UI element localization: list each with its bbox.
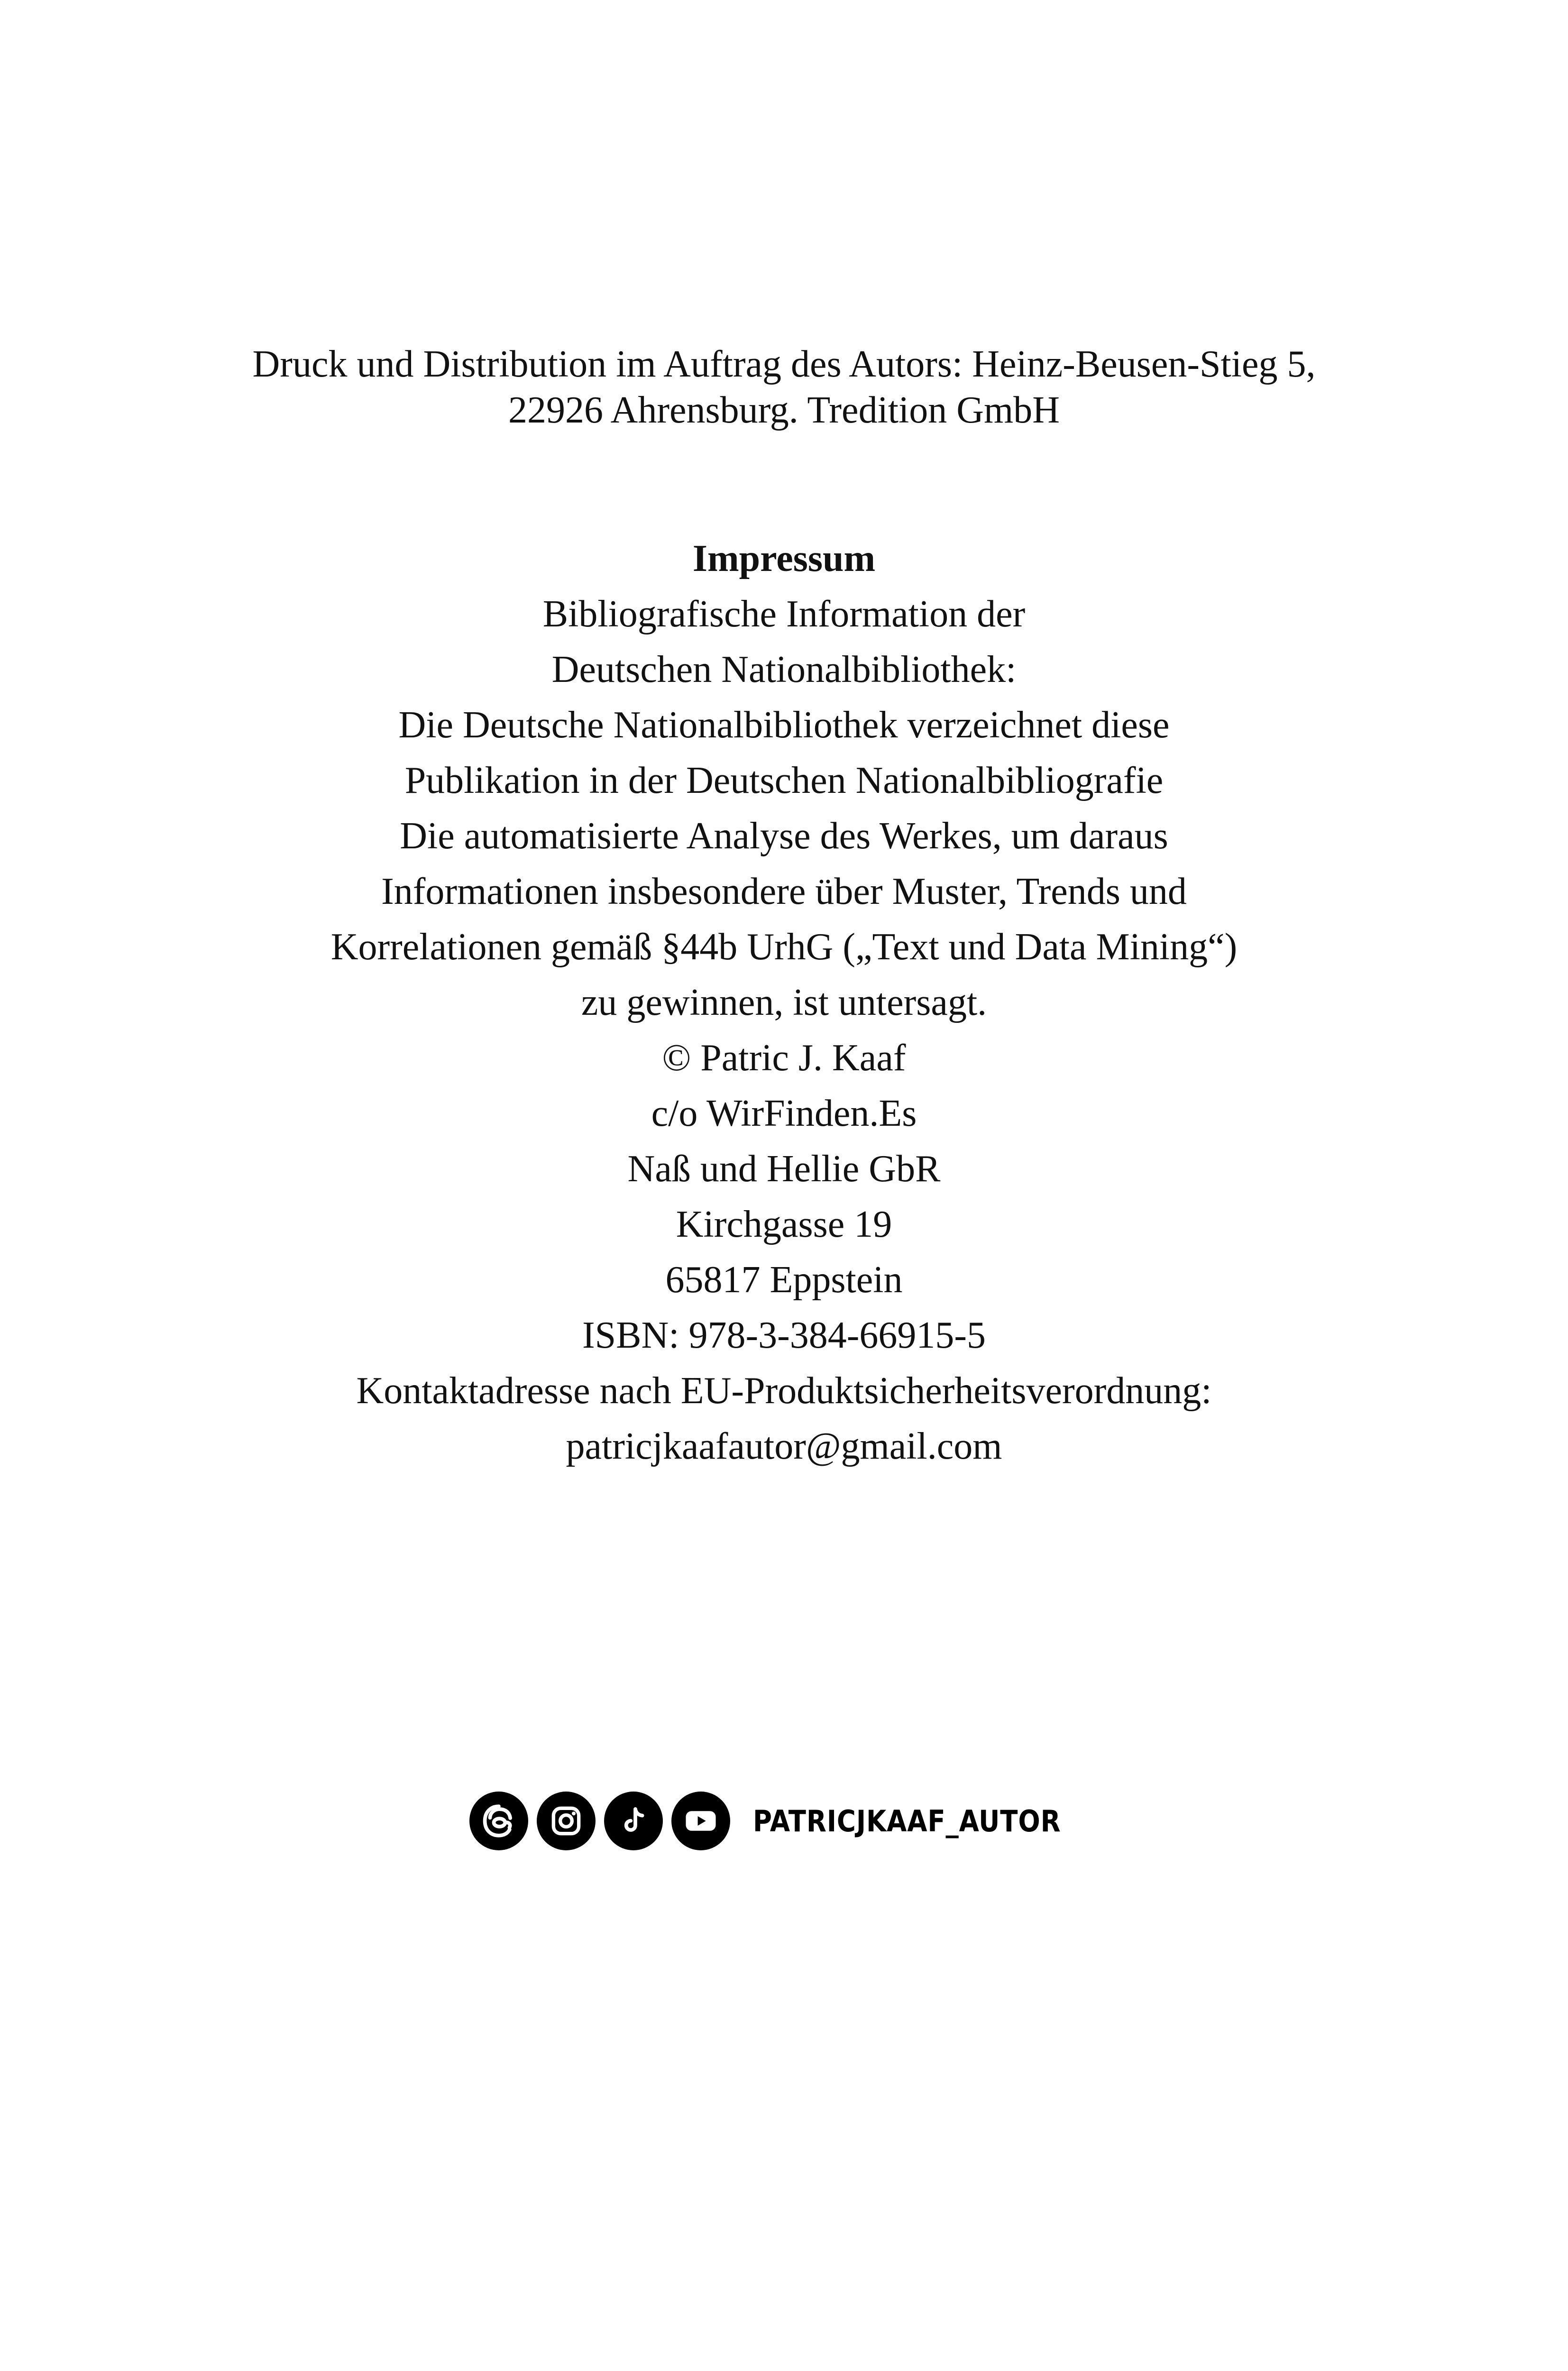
impressum-block <box>0 531 1568 1474</box>
threads-icon[interactable] <box>469 1792 528 1850</box>
impressum-line: Informationen insbesondere über Muster, Trends und <box>381 871 1187 912</box>
impressum-line: Die automatisierte Analyse des Werkes, um daraus <box>400 815 1168 857</box>
impressum-line: zu gewinnen, ist untersagt. <box>581 982 987 1023</box>
address-line: c/o WirFinden.Es <box>651 1093 917 1134</box>
contact-label: Kontaktadresse nach EU-Produktsicherheitsverordnung: <box>356 1370 1212 1412</box>
tiktok-icon[interactable] <box>604 1792 663 1850</box>
address-line: Kirchgasse 19 <box>676 1204 892 1245</box>
social-handle[interactable]: PATRICJKAAF_AUTOR <box>753 1803 1061 1838</box>
impressum-heading: Impressum <box>692 538 876 579</box>
distribution-notice <box>0 341 1568 433</box>
youtube-icon[interactable] <box>671 1792 730 1850</box>
distribution-line-2: 22926 Ahrensburg. Tredition GmbH <box>508 389 1060 431</box>
social-media-bar <box>469 1790 1103 1852</box>
impressum-line: Die Deutsche Nationalbibliothek verzeichnet diese <box>398 704 1170 746</box>
copyright-line: © Patric J. Kaaf <box>662 1037 906 1079</box>
impressum-line: Publikation in der Deutschen Nationalbibliografie <box>404 760 1164 801</box>
impressum-line: Korrelationen gemäß §44b UrhG („Text und Data Mining“) <box>330 926 1238 968</box>
impressum-line: Deutschen Nationalbibliothek: <box>551 649 1017 690</box>
address-line: Naß und Hellie GbR <box>627 1148 941 1190</box>
impressum-line: Bibliografische Information der <box>542 593 1026 635</box>
instagram-icon[interactable] <box>537 1792 596 1850</box>
distribution-line-1: Druck und Distribution im Auftrag des Autors: Heinz-Beusen-Stieg 5, <box>252 343 1316 385</box>
isbn-line: ISBN: 978-3-384-66915-5 <box>582 1314 986 1356</box>
contact-email: patricjkaafautor@gmail.com <box>566 1425 1002 1467</box>
address-line: 65817 Eppstein <box>665 1259 903 1301</box>
